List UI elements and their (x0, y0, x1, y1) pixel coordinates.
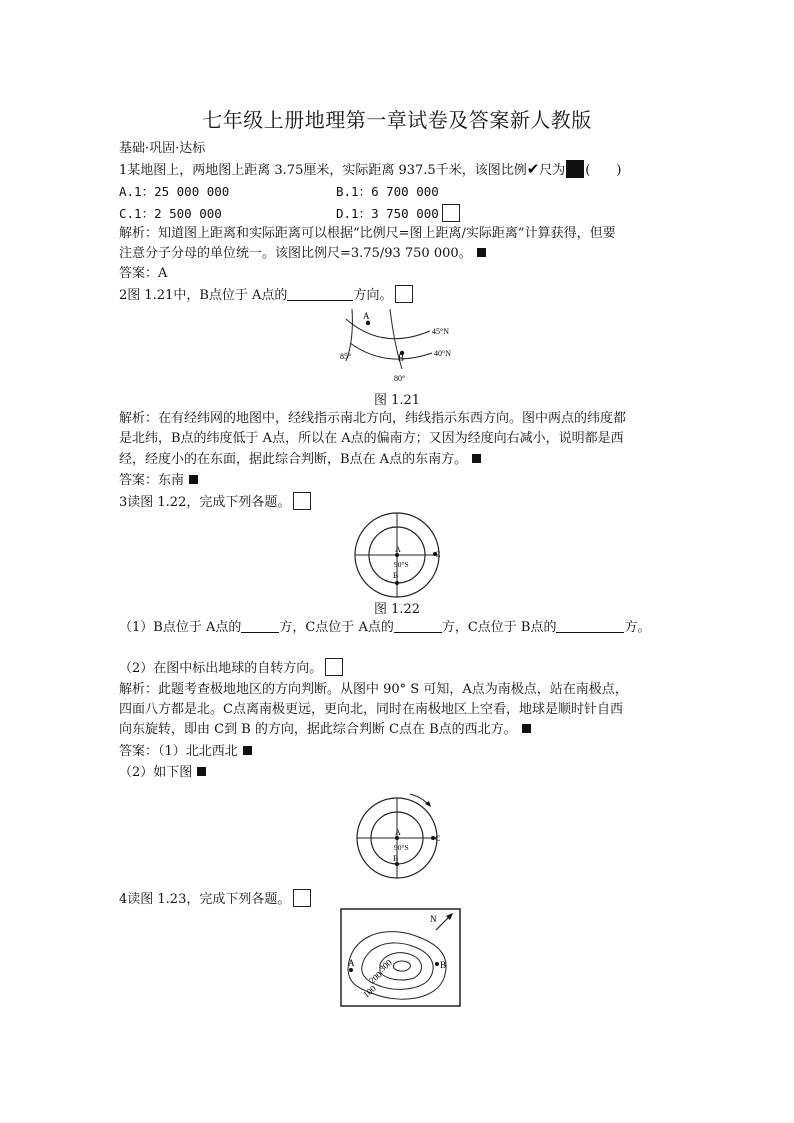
q2-analysis-3-line (119, 450, 481, 470)
label-85: 85° (340, 352, 352, 361)
label-45n: 45°N (432, 327, 449, 336)
answer-box[interactable] (293, 889, 311, 907)
label-40n: 40°N (434, 349, 451, 358)
q1-option-d-line (336, 204, 460, 224)
figure-1-22-caption: 图 1.22 (373, 602, 421, 617)
label-100: 100 (361, 983, 378, 1000)
q3-analysis-3-line (119, 720, 531, 740)
label-b: B (398, 353, 405, 363)
label-b: B (393, 571, 399, 580)
q1-answer-paren: ( ) (585, 163, 622, 178)
answer-box[interactable] (395, 285, 413, 303)
q1-analysis-1: 解析：知道图上距离和实际距离可以根据“比例尺=图上距离/实际距离”计算获得，但要 (119, 226, 616, 241)
black-square-icon (243, 746, 252, 755)
q3-sub1-part-a: （1）B点位于 A点的 (119, 620, 242, 635)
q3-answer-1: 答案：（1）北北西北 (119, 744, 238, 759)
point-a (349, 968, 353, 972)
q2-answer-line (119, 471, 198, 491)
parallel-40 (350, 343, 432, 359)
contour-peak (393, 961, 410, 971)
label-200: 200 (367, 969, 384, 986)
q3-sub1-part-d: 方。 (624, 620, 651, 635)
q3-sub2: （2）在图中标出地球的自转方向。 (119, 661, 323, 676)
q3-stem: 3读图 1.22，完成下列各题。 (119, 495, 291, 510)
parallel-45 (346, 319, 430, 339)
q3-blank-3[interactable] (556, 618, 624, 633)
figure-answer-polar-view (348, 788, 448, 882)
q2-analysis-3: 经，经度小的在东面，据此综合判断，B点在 A点的东南方。 (119, 452, 468, 467)
q2-analysis-1: 解析：在有经纬网的地图中，经线指示南北方向，纬线指示东西方向。图中两点的纬度都 (119, 411, 627, 426)
q3-answer-2: （2）如下图 (119, 765, 193, 780)
q3-analysis-2: 四面八方都是北。C点离南极更远，更向北，同时在南极地区上空看，地球是顺时针自西 (119, 702, 623, 717)
q3-answer-2-line (119, 763, 206, 783)
label-b: B (440, 960, 447, 970)
label-c: C (435, 834, 441, 843)
q1-analysis-2: 注意分子分母的单位统一。该图比例尺=3.75/93 750 000。 (119, 246, 472, 261)
label-b: B (393, 854, 399, 863)
label-80: 80° (394, 374, 406, 383)
label-300: 300 (377, 957, 394, 974)
answer-box[interactable] (293, 492, 311, 510)
black-square-icon (472, 454, 481, 463)
q1-option-b: B.1：6 700 000 (336, 184, 439, 199)
figure-1-21-graticule (330, 303, 470, 387)
q1-stem-line (119, 159, 621, 181)
section-heading: 基础·巩固·达标 (119, 141, 206, 156)
answer-box[interactable] (325, 658, 343, 676)
q1-option-c: C.1：2 500 000 (119, 206, 222, 221)
point-b (395, 581, 399, 585)
q3-analysis-3: 向东旋转，即由 C到 B 的方向，据此综合判断 C点在 B点的西北方。 (119, 722, 517, 737)
q1-analysis-2-line (119, 244, 486, 264)
label-a: A (363, 311, 370, 321)
q2-stem-pre: 2图 1.21中，B点位于 A点的 (119, 288, 288, 303)
black-square-icon (189, 475, 198, 484)
label-n: N (430, 914, 437, 924)
label-a: A (348, 958, 355, 968)
q3-sub1-part-c: 方，C点位于 B点的 (441, 620, 557, 635)
check-mark-icon: ✔ (526, 160, 540, 178)
q3-sub2-line (119, 658, 343, 679)
q2-stem-post: 方向。 (353, 288, 393, 303)
black-square-icon (477, 248, 486, 257)
figure-1-22-polar-view (348, 512, 448, 600)
q1-stem-tail: 尺为 (539, 163, 566, 178)
q2-blank[interactable] (287, 286, 353, 301)
q2-answer: 答案：东南 (119, 473, 185, 488)
q3-blank-2[interactable] (394, 618, 442, 633)
q4-stem-line (119, 889, 311, 910)
label-c: C (435, 550, 441, 559)
q2-analysis-2: 是北纬，B点的纬度低于 A点，所以在 A点的偏南方；又因为经度向右减小，说明都是西 (119, 431, 624, 446)
black-square-icon (566, 160, 584, 178)
q1-stem: 1某地图上，两地图上距离 3.75厘米，实际距离 937.5千米，该图比例 (119, 163, 527, 178)
label-a: A (395, 828, 401, 837)
black-square-icon (197, 767, 206, 776)
q1-option-d: D.1：3 750 000 (336, 206, 439, 221)
figure-1-21-caption: 图 1.21 (373, 393, 421, 408)
label-a: A (395, 545, 401, 554)
answer-box[interactable] (442, 204, 460, 222)
label-90s: 90°S (394, 560, 409, 569)
point-a (366, 321, 370, 325)
q3-analysis-1: 解析：此题考查极地地区的方向判断。从图中 90° S 可知，A点为南极点，站在南极点， (119, 682, 628, 697)
q3-blank-1[interactable] (241, 618, 279, 633)
figure-1-23-contour-map (340, 908, 462, 1008)
q3-answer-1-line (119, 742, 252, 762)
point-b (435, 962, 439, 966)
document-title: 七年级上册地理第一章试卷及答案新人教版 (202, 108, 592, 132)
black-square-icon (522, 724, 531, 733)
q3-sub1-part-b: 方，C点位于 A点的 (279, 620, 394, 635)
q3-stem-line (119, 492, 311, 513)
q3-sub1-line (119, 618, 650, 638)
label-90s: 90°S (394, 843, 409, 852)
q1-option-a: A.1：25 000 000 (119, 184, 230, 199)
q1-answer: 答案：A (119, 266, 168, 281)
q4-stem: 4读图 1.23，完成下列各题。 (119, 892, 291, 907)
